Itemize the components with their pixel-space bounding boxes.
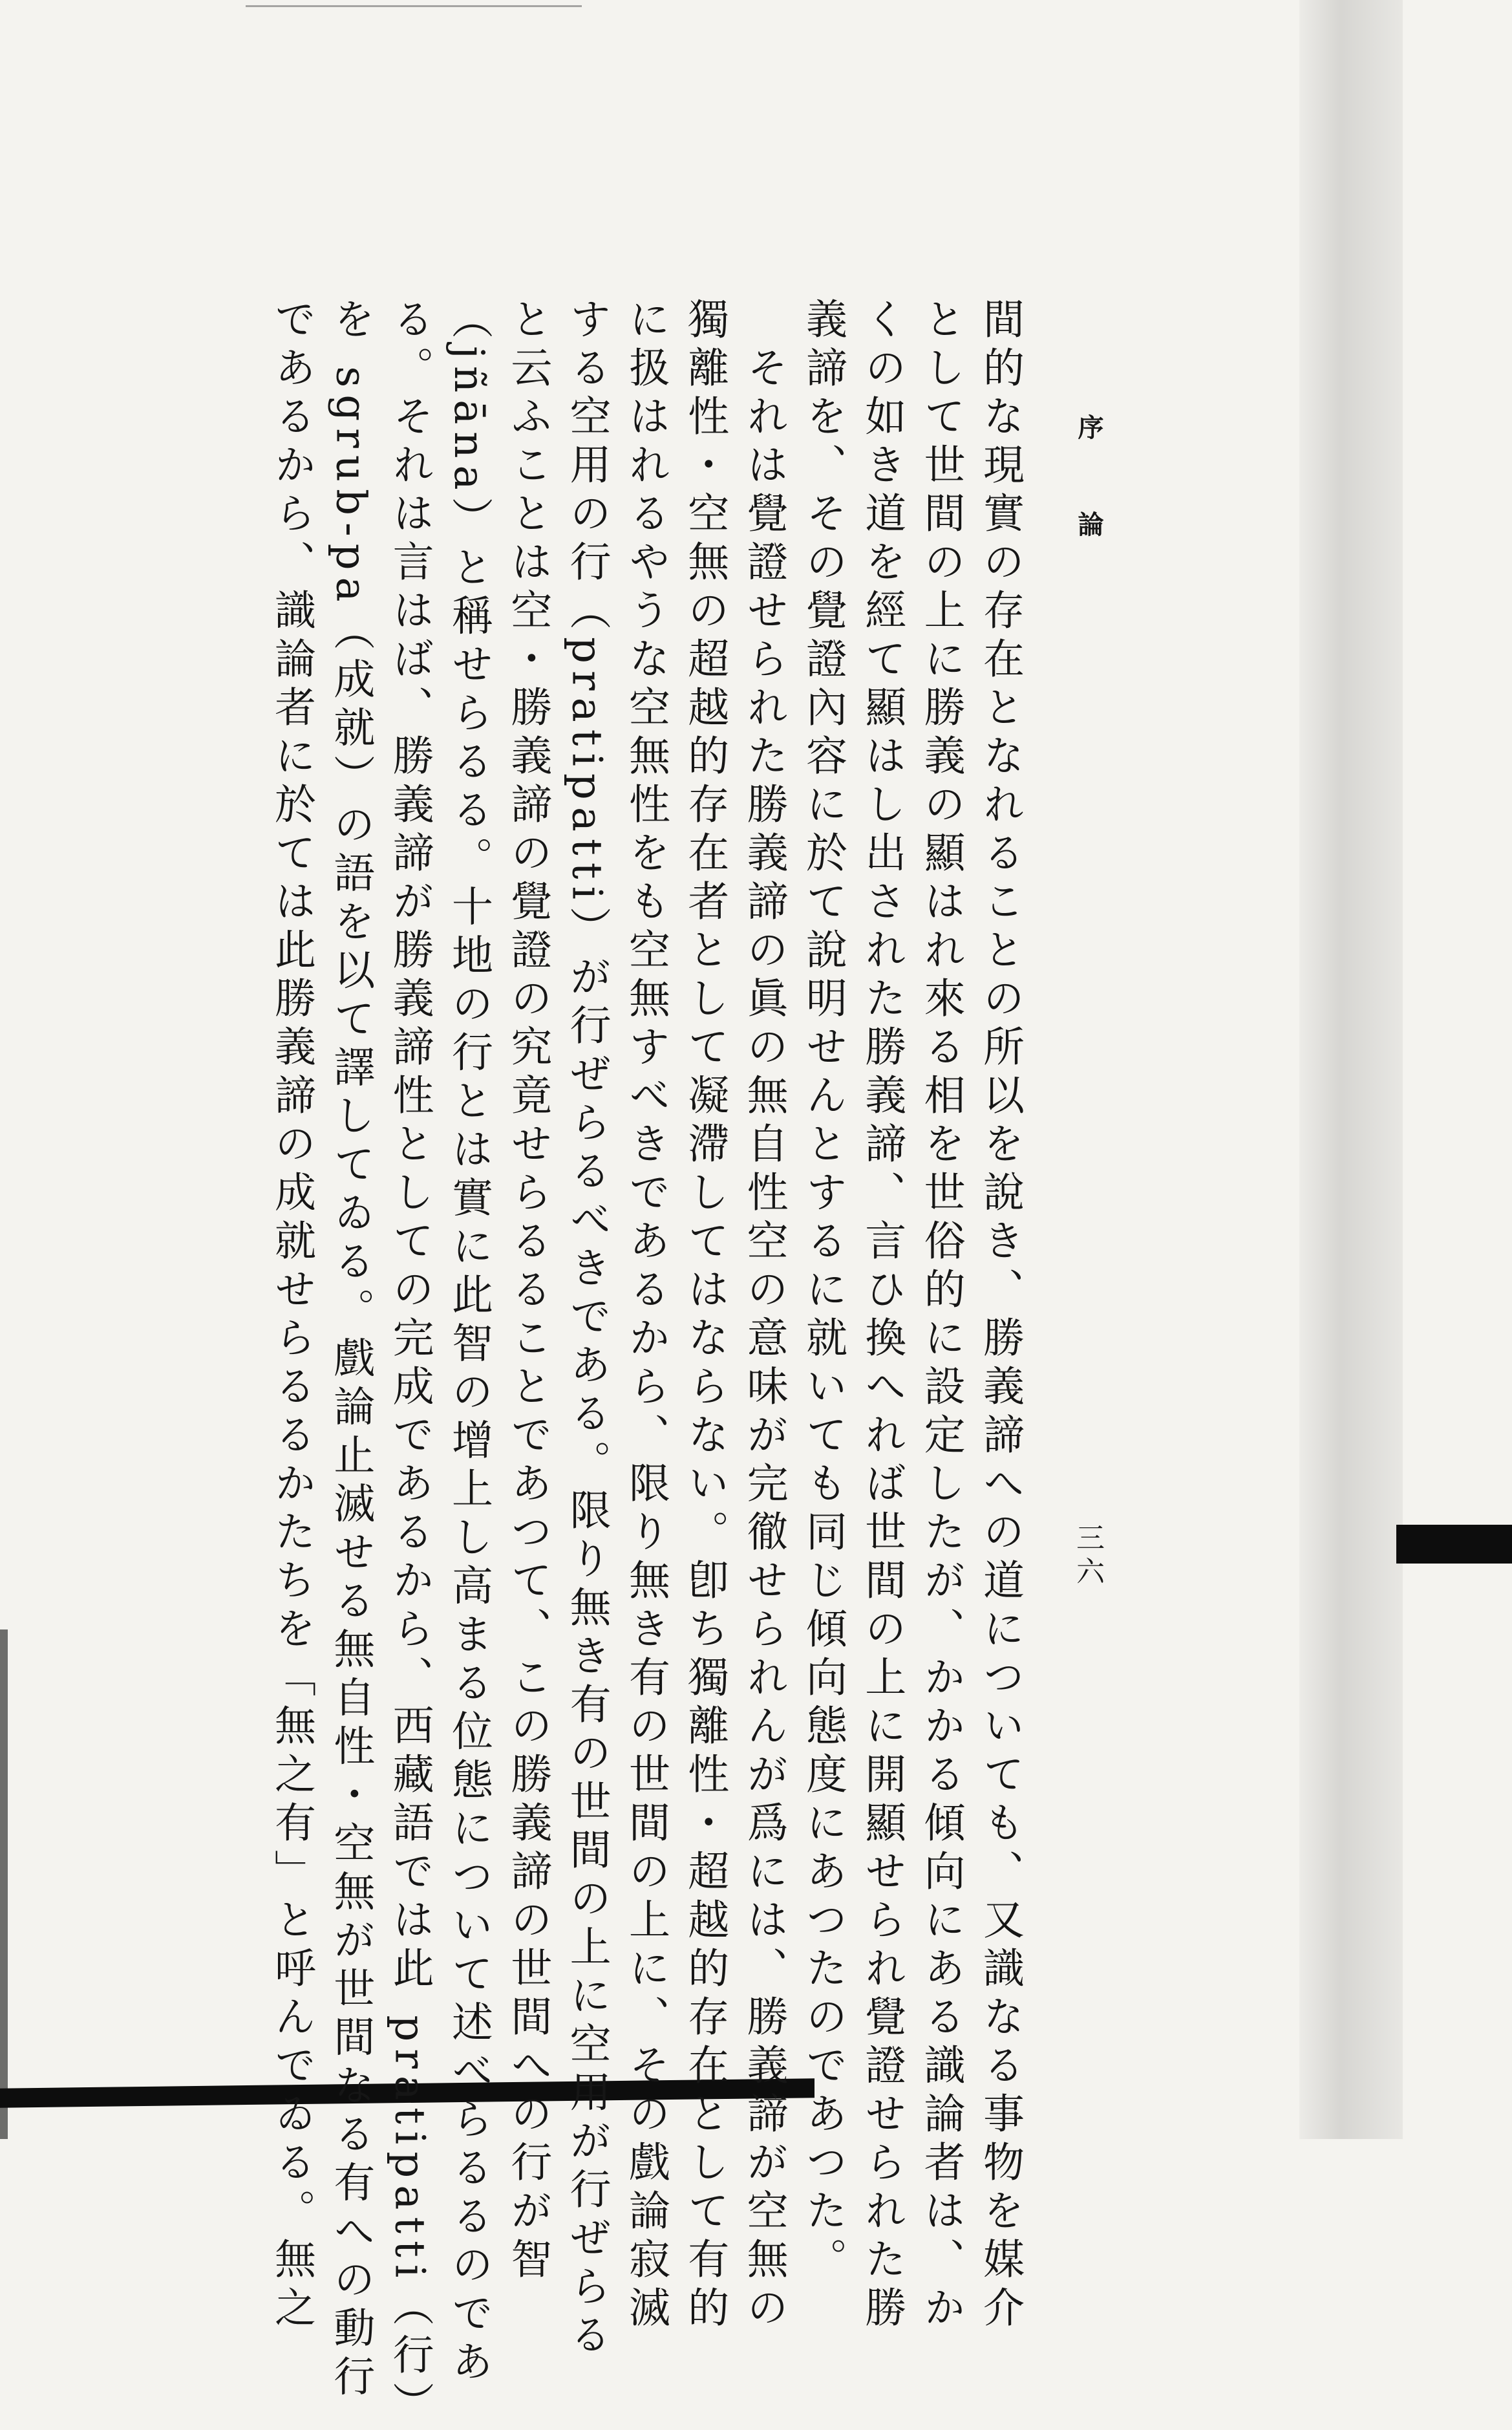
text-line: 獨離性・空無の超越的存在者として凝滯してはならない。卽ち獨離性・超越的存在として有的: [681, 297, 729, 2334]
text-line: それは覺證せられた勝義諦の眞の無自性空の意味が完徹せられんが爲には、勝義諦が空無の: [740, 297, 788, 2334]
scan-left-edge: [0, 1629, 8, 2139]
text-line: として世間の上に勝義の顯はれ來る相を世俗的に設定したが、かかる傾向にある識論者は、か: [917, 297, 965, 2334]
text-line: （jñāna）と稱せらるる。十地の行とは實に此智の增上し高まる位態について述べらるるのであ: [444, 297, 493, 2389]
text-line: する空用の行（pratipatti）が行ぜらるべきである。限り無き有の世間の上に空用が行ぜらる: [562, 297, 611, 2361]
text-line: を sgrub-pa（成就）の語を以て譯してゐる。戲論止滅せる無自性・空無が世間なる有への動行: [326, 297, 375, 2403]
text-line: くの如き道を經て顯はし出された勝義諦、言ひ換へれば世間の上に開顯せられ覺證せられた勝: [858, 297, 906, 2334]
text-line: 間的な現實の存在となれることの所以を說き、勝義諦への道についても、又識なる事物を媒介: [975, 297, 1024, 2334]
text-line: に扱はれるやうな空無性をも空無すべきであるから、限り無き有の世間の上に、その戲論寂滅: [621, 297, 670, 2334]
text-line: る。それは言はば、勝義諦が勝義諦性としての完成であるから、西藏語では此 pratipatti（行）: [385, 297, 434, 2430]
scan-edge-block: [1396, 1525, 1512, 1564]
body-text: [268, 297, 1024, 2430]
text-line: 義諦を、その覺證內容に於て說明せんとするに就いても同じ傾向態度にあつたのであつた。: [798, 297, 847, 2286]
text-line: と云ふことは空・勝義諦の覺證の究竟せらるることであつて、この勝義諦の世間への行が智: [504, 297, 552, 2286]
running-title: 序論: [1074, 414, 1104, 608]
text-line: であるから、識論者に於ては此勝義諦の成就せらるるかたちを「無之有」と呼んでゐる。無之: [268, 297, 315, 2334]
page-number: 三六: [1071, 1523, 1104, 1590]
page-binding-edge: [1299, 0, 1403, 2139]
scan-top-mark: [246, 5, 582, 7]
